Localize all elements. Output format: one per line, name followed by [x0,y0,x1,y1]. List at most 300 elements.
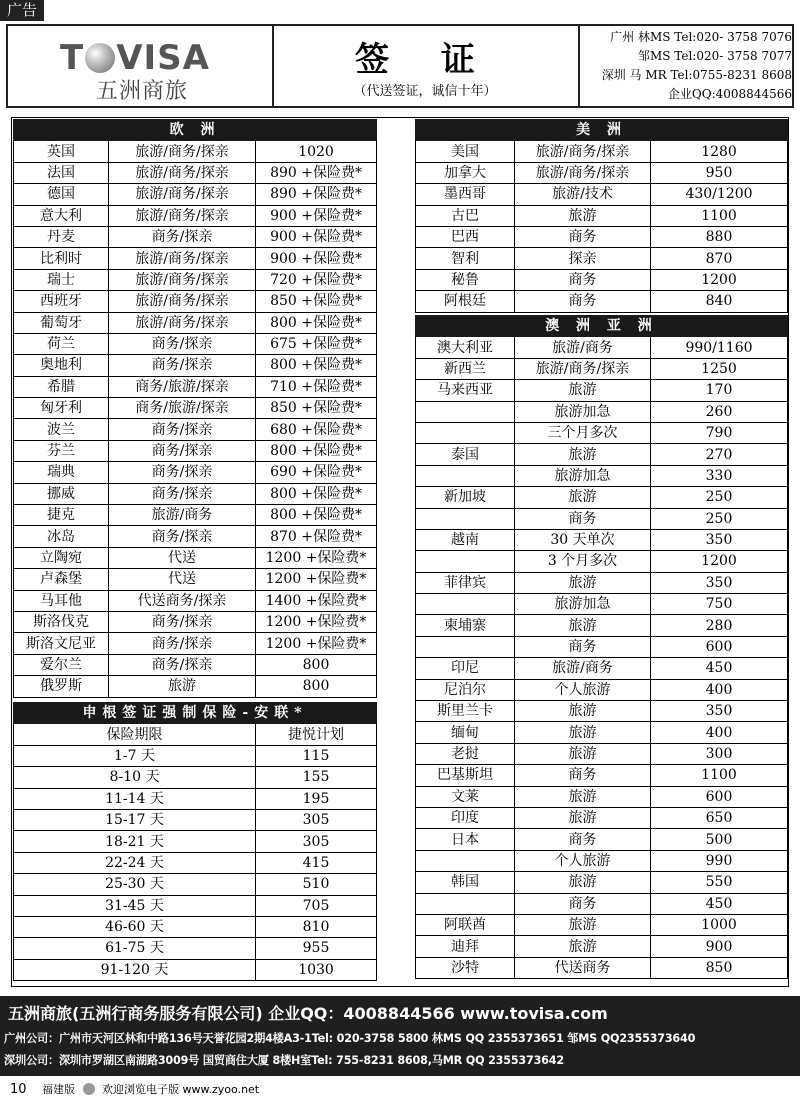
fee-cell: 900 [651,936,788,957]
fee-cell: 350 [651,572,788,593]
section-header-label: 美 洲 [416,120,788,141]
visa-type-cell: 商务 [515,636,651,657]
country-cell: 迪拜 [416,936,515,957]
visa-type-cell: 商务 [515,765,651,786]
period-cell: 61-75 天 [14,938,256,959]
fee-cell: 170 [651,380,788,401]
country-cell [416,594,515,615]
visa-type-cell: 旅游/商务/探亲 [109,141,256,162]
country-cell: 意大利 [14,205,109,226]
country-cell: 马来西亚 [416,380,515,401]
table-row [416,444,788,465]
table-row [14,184,377,205]
period-cell: 91-120 天 [14,959,256,980]
fee-cell: 850 [651,957,788,978]
table-row [14,376,377,397]
table-row [14,874,377,895]
visa-type-cell: 商务/探亲 [109,333,256,354]
table-row [416,615,788,636]
visa-type-cell: 商务/探亲 [109,355,256,376]
visa-type-cell: 旅游/商务/探亲 [109,291,256,312]
visa-type-cell: 旅游 [515,786,651,807]
price-cell: 955 [256,938,377,959]
fee-cell: 1250 [651,358,788,379]
period-cell: 15-17 天 [14,809,256,830]
table-row [416,162,788,183]
price-cell: 195 [256,788,377,809]
country-cell [416,893,515,914]
table-row [416,850,788,871]
table-row [416,893,788,914]
fee-cell: 900 +保险费* [256,248,377,269]
price-cell: 810 [256,916,377,937]
table-row [416,572,788,593]
country-cell: 波兰 [14,419,109,440]
visa-type-cell: 商务/探亲 [109,526,256,547]
country-cell [416,401,515,422]
country-cell: 冰岛 [14,526,109,547]
table-row [14,852,377,873]
table-row [416,658,788,679]
table-row [14,611,377,632]
country-cell [416,636,515,657]
visa-type-cell: 商务 [515,291,651,312]
country-cell: 阿联酋 [416,914,515,935]
price-cell: 155 [256,767,377,788]
country-cell: 法国 [14,162,109,183]
fee-cell: 260 [651,401,788,422]
table-row [416,786,788,807]
country-cell: 智利 [416,248,515,269]
fee-cell: 1200 +保险费* [256,633,377,654]
fee-cell: 1000 [651,914,788,935]
fee-cell: 600 [651,636,788,657]
country-cell: 瑞典 [14,462,109,483]
country-cell [416,850,515,871]
table-row [416,743,788,764]
country-cell: 文莱 [416,786,515,807]
section-header [416,316,788,337]
table-row [416,807,788,828]
table-row [416,380,788,401]
visa-type-cell: 旅游/商务/探亲 [515,358,651,379]
visa-type-cell: 商务/探亲 [109,226,256,247]
table-row [416,291,788,312]
america-table [415,119,788,313]
footer [0,996,800,1076]
visa-type-cell: 代送商务 [515,957,651,978]
country-cell: 希腊 [14,376,109,397]
fee-cell: 250 [651,487,788,508]
table-row [416,358,788,379]
fee-cell: 350 [651,701,788,722]
table-row [416,422,788,443]
visa-type-cell: 商务/旅游/探亲 [109,398,256,419]
period-cell: 22-24 天 [14,852,256,873]
fee-cell: 680 +保险费* [256,419,377,440]
logo-text: T VISA [60,38,210,78]
table-row [14,916,377,937]
country-cell: 阿根廷 [416,291,515,312]
fee-cell: 950 [651,162,788,183]
visa-type-cell: 商务/探亲 [109,440,256,461]
fee-cell: 350 [651,529,788,550]
country-cell: 丹麦 [14,226,109,247]
period-cell: 31-45 天 [14,895,256,916]
tagline: 欢迎浏览电子版 www.zyoo.net [102,1083,260,1096]
table-row [416,205,788,226]
visa-type-cell: 商务 [515,893,651,914]
price-cell: 510 [256,874,377,895]
fee-cell: 1100 [651,765,788,786]
header [6,24,794,108]
page-subtitle: （代送签证，诚信十年） [353,84,497,99]
visa-type-cell: 旅游/商务/探亲 [109,312,256,333]
visa-type-cell: 旅游 [515,872,651,893]
visa-type-cell: 探亲 [515,248,651,269]
fee-cell: 450 [651,893,788,914]
country-cell: 加拿大 [416,162,515,183]
table-row [14,312,377,333]
country-cell: 越南 [416,529,515,550]
contact-line: 企业QQ:4008844566 [667,87,792,101]
table-row [14,809,377,830]
visa-type-cell: 商务/探亲 [109,419,256,440]
country-cell: 秘鲁 [416,269,515,290]
table-row [14,205,377,226]
fee-cell: 280 [651,615,788,636]
table-row [416,936,788,957]
country-cell: 日本 [416,829,515,850]
visa-type-cell: 代送 [109,569,256,590]
fee-cell: 710 +保险费* [256,376,377,397]
fee-cell: 750 [651,594,788,615]
table-row [14,333,377,354]
table-row [416,226,788,247]
visa-type-cell: 旅游/商务/探亲 [109,205,256,226]
fee-cell: 675 +保险费* [256,333,377,354]
fee-cell: 600 [651,786,788,807]
country-cell [416,508,515,529]
visa-type-cell: 旅游/商务/探亲 [109,269,256,290]
country-cell: 巴西 [416,226,515,247]
fee-cell: 1200 +保险费* [256,569,377,590]
table-row [416,594,788,615]
fee-cell: 900 +保险费* [256,226,377,247]
visa-type-cell: 旅游加急 [515,401,651,422]
fee-cell: 800 +保险费* [256,440,377,461]
section-header [14,703,377,724]
visa-type-cell: 商务/探亲 [109,483,256,504]
country-cell: 老挝 [416,743,515,764]
table-row [416,401,788,422]
fee-cell: 900 +保险费* [256,205,377,226]
ad-tag: 广告 [0,0,44,21]
section-header-label: 申根签证强制保险-安联* [14,703,377,724]
table-row [416,465,788,486]
visa-type-cell: 商务/旅游/探亲 [109,376,256,397]
fee-cell: 400 [651,722,788,743]
fee-cell: 330 [651,465,788,486]
visa-type-cell: 旅游加急 [515,594,651,615]
price-cell: 1030 [256,959,377,980]
visa-type-cell: 商务 [515,226,651,247]
globe-icon [85,43,115,73]
table-row [14,590,377,611]
fee-cell: 1020 [256,141,377,162]
table-row [14,745,377,766]
fee-cell: 800 +保险费* [256,312,377,333]
fee-cell: 1200 [651,269,788,290]
visa-type-cell: 旅游加急 [515,465,651,486]
country-cell: 芬兰 [14,440,109,461]
country-cell: 斯洛文尼亚 [14,633,109,654]
fee-cell: 800 [256,654,377,675]
table-row [416,269,788,290]
column-header-row [14,724,377,745]
contact-info [580,28,792,104]
table-row [14,788,377,809]
table-row [416,337,788,358]
fee-cell: 550 [651,872,788,893]
table-row [14,633,377,654]
price-cell: 305 [256,831,377,852]
table-row [416,829,788,850]
price-cell: 705 [256,895,377,916]
visa-type-cell: 旅游/商务/探亲 [109,184,256,205]
visa-type-cell: 代送 [109,547,256,568]
fee-cell: 990 [651,850,788,871]
country-cell: 柬埔寨 [416,615,515,636]
table-row [14,895,377,916]
contact-line: 广州 林MS Tel:020- 3758 7076 [610,30,792,44]
fee-cell: 690 +保险费* [256,462,377,483]
column-header: 捷悦计划 [256,724,377,745]
fee-cell: 870 [651,248,788,269]
country-cell: 斯洛伐克 [14,611,109,632]
asia-table [415,315,788,979]
page-number: 10 [10,1082,27,1097]
period-cell: 25-30 天 [14,874,256,895]
table-row [14,831,377,852]
shenzhen-address: 深圳公司：深圳市罗湖区南湖路3009号 国贸商住大厦 8楼H室Tel: 755-8231 8608,马MR QQ 2355373642 [4,1054,564,1067]
title-block [272,26,580,106]
table-row [14,505,377,526]
visa-type-cell: 旅游/商务 [515,337,651,358]
table-row [416,765,788,786]
table-row [416,722,788,743]
fee-cell: 890 +保险费* [256,184,377,205]
visa-type-cell: 旅游/商务/探亲 [109,248,256,269]
column-header: 保险期限 [14,724,256,745]
country-cell: 荷兰 [14,333,109,354]
visa-type-cell: 旅游 [515,487,651,508]
table-row [14,767,377,788]
visa-type-cell: 旅游 [515,615,651,636]
country-cell [416,551,515,572]
table-row [14,419,377,440]
fee-cell: 1200 [651,551,788,572]
country-cell: 立陶宛 [14,547,109,568]
fee-cell: 500 [651,829,788,850]
table-row [416,872,788,893]
table-row [14,462,377,483]
fee-cell: 850 +保险费* [256,291,377,312]
table-row [416,679,788,700]
country-cell: 马耳他 [14,590,109,611]
visa-type-cell: 三个月多次 [515,422,651,443]
visa-type-cell: 商务 [515,829,651,850]
visa-type-cell: 旅游 [515,722,651,743]
fee-cell: 1200 +保险费* [256,611,377,632]
fee-cell: 720 +保险费* [256,269,377,290]
visa-type-cell: 旅游 [515,701,651,722]
country-cell: 新加坡 [416,487,515,508]
visa-type-cell: 旅游 [515,743,651,764]
contact-line: 邹MS Tel:020- 3758 7077 [637,49,792,63]
country-cell: 巴基斯坦 [416,765,515,786]
visa-type-cell: 旅游 [515,807,651,828]
country-cell: 瑞士 [14,269,109,290]
country-cell: 墨西哥 [416,184,515,205]
table-row [14,226,377,247]
price-cell: 305 [256,809,377,830]
country-cell: 古巴 [416,205,515,226]
section-header [416,120,788,141]
period-cell: 11-14 天 [14,788,256,809]
section-header [14,120,377,141]
country-cell: 捷克 [14,505,109,526]
country-cell: 西班牙 [14,291,109,312]
contact-line: 深圳 马 MR Tel:0755-8231 8608 [601,68,792,82]
visa-type-cell: 商务/探亲 [109,611,256,632]
section-header-label: 欧 洲 [14,120,377,141]
visa-type-cell: 商务 [515,269,651,290]
fee-cell: 800 +保险费* [256,355,377,376]
table-row [416,914,788,935]
visa-type-cell: 旅游/商务/探亲 [515,162,651,183]
country-cell: 卢森堡 [14,569,109,590]
edition-label: 福建版 [42,1083,76,1096]
country-cell: 美国 [416,141,515,162]
fee-cell: 400 [651,679,788,700]
country-cell [416,422,515,443]
fee-cell: 1100 [651,205,788,226]
table-row [416,487,788,508]
fee-cell: 650 [651,807,788,828]
country-cell: 葡萄牙 [14,312,109,333]
fee-cell: 1200 +保险费* [256,547,377,568]
company-line: 五洲商旅(五洲行商务服务有限公司) 企业QQ：4008844566 www.tovisa.com [8,1004,608,1023]
table-row [14,269,377,290]
table-row [416,508,788,529]
table-row [14,569,377,590]
table-row [416,636,788,657]
page-footer [10,1081,259,1097]
visa-type-cell: 旅游 [515,444,651,465]
fee-cell: 800 [256,676,377,697]
visa-type-cell: 旅游 [515,572,651,593]
table-row [416,248,788,269]
fee-cell: 850 +保险费* [256,398,377,419]
country-cell: 沙特 [416,957,515,978]
country-cell: 澳大利亚 [416,337,515,358]
visa-type-cell: 旅游 [515,914,651,935]
insurance-table [13,702,377,981]
table-row [14,248,377,269]
visa-type-cell: 旅游 [515,380,651,401]
visa-type-cell: 旅游 [109,676,256,697]
fee-cell: 1280 [651,141,788,162]
country-cell: 缅甸 [416,722,515,743]
visa-type-cell: 30 天单次 [515,529,651,550]
page-title: 签 证 [355,40,495,80]
table-row [416,529,788,550]
visa-type-cell: 商务/探亲 [109,633,256,654]
table-row [416,701,788,722]
country-cell: 斯里兰卡 [416,701,515,722]
table-row [14,959,377,980]
guangzhou-address: 广州公司：广州市天河区林和中路136号天誉花园2期4楼A3-1Tel: 020-3758 5800 林MS QQ 2355373651 邹MS QQ2355373640 [4,1032,696,1045]
fee-cell: 870 +保险费* [256,526,377,547]
country-cell: 印度 [416,807,515,828]
visa-type-cell: 商务/探亲 [109,462,256,483]
visa-type-cell: 旅游/商务/探亲 [109,162,256,183]
country-cell: 韩国 [416,872,515,893]
fee-cell: 840 [651,291,788,312]
table-row [14,355,377,376]
table-row [14,938,377,959]
visa-type-cell: 旅游/商务/探亲 [515,141,651,162]
table-row [14,398,377,419]
country-cell: 新西兰 [416,358,515,379]
fee-cell: 250 [651,508,788,529]
fee-cell: 890 +保险费* [256,162,377,183]
visa-type-cell: 旅游/商务 [109,505,256,526]
period-cell: 18-21 天 [14,831,256,852]
visa-type-cell: 旅游/商务 [515,658,651,679]
visa-type-cell: 3 个月多次 [515,551,651,572]
table-row [14,162,377,183]
visa-type-cell: 商务/探亲 [109,654,256,675]
country-cell: 比利时 [14,248,109,269]
table-row [14,654,377,675]
table-row [14,483,377,504]
visa-type-cell: 个人旅游 [515,850,651,871]
country-cell: 俄罗斯 [14,676,109,697]
table-row [14,526,377,547]
table-row [416,184,788,205]
country-cell: 挪威 [14,483,109,504]
visa-type-cell: 个人旅游 [515,679,651,700]
europe-table [13,119,377,698]
price-cell: 415 [256,852,377,873]
logo-chinese: 五洲商旅 [96,79,189,104]
country-cell: 德国 [14,184,109,205]
country-cell: 英国 [14,141,109,162]
country-cell: 尼泊尔 [416,679,515,700]
fee-cell: 1400 +保险费* [256,590,377,611]
fee-cell: 880 [651,226,788,247]
fee-cell: 300 [651,743,788,764]
country-cell: 印尼 [416,658,515,679]
visa-type-cell: 商务 [515,508,651,529]
visa-type-cell: 旅游/技术 [515,184,651,205]
table-row [14,440,377,461]
publisher-logo-icon [83,1083,95,1095]
visa-type-cell: 旅游 [515,936,651,957]
country-cell: 奥地利 [14,355,109,376]
